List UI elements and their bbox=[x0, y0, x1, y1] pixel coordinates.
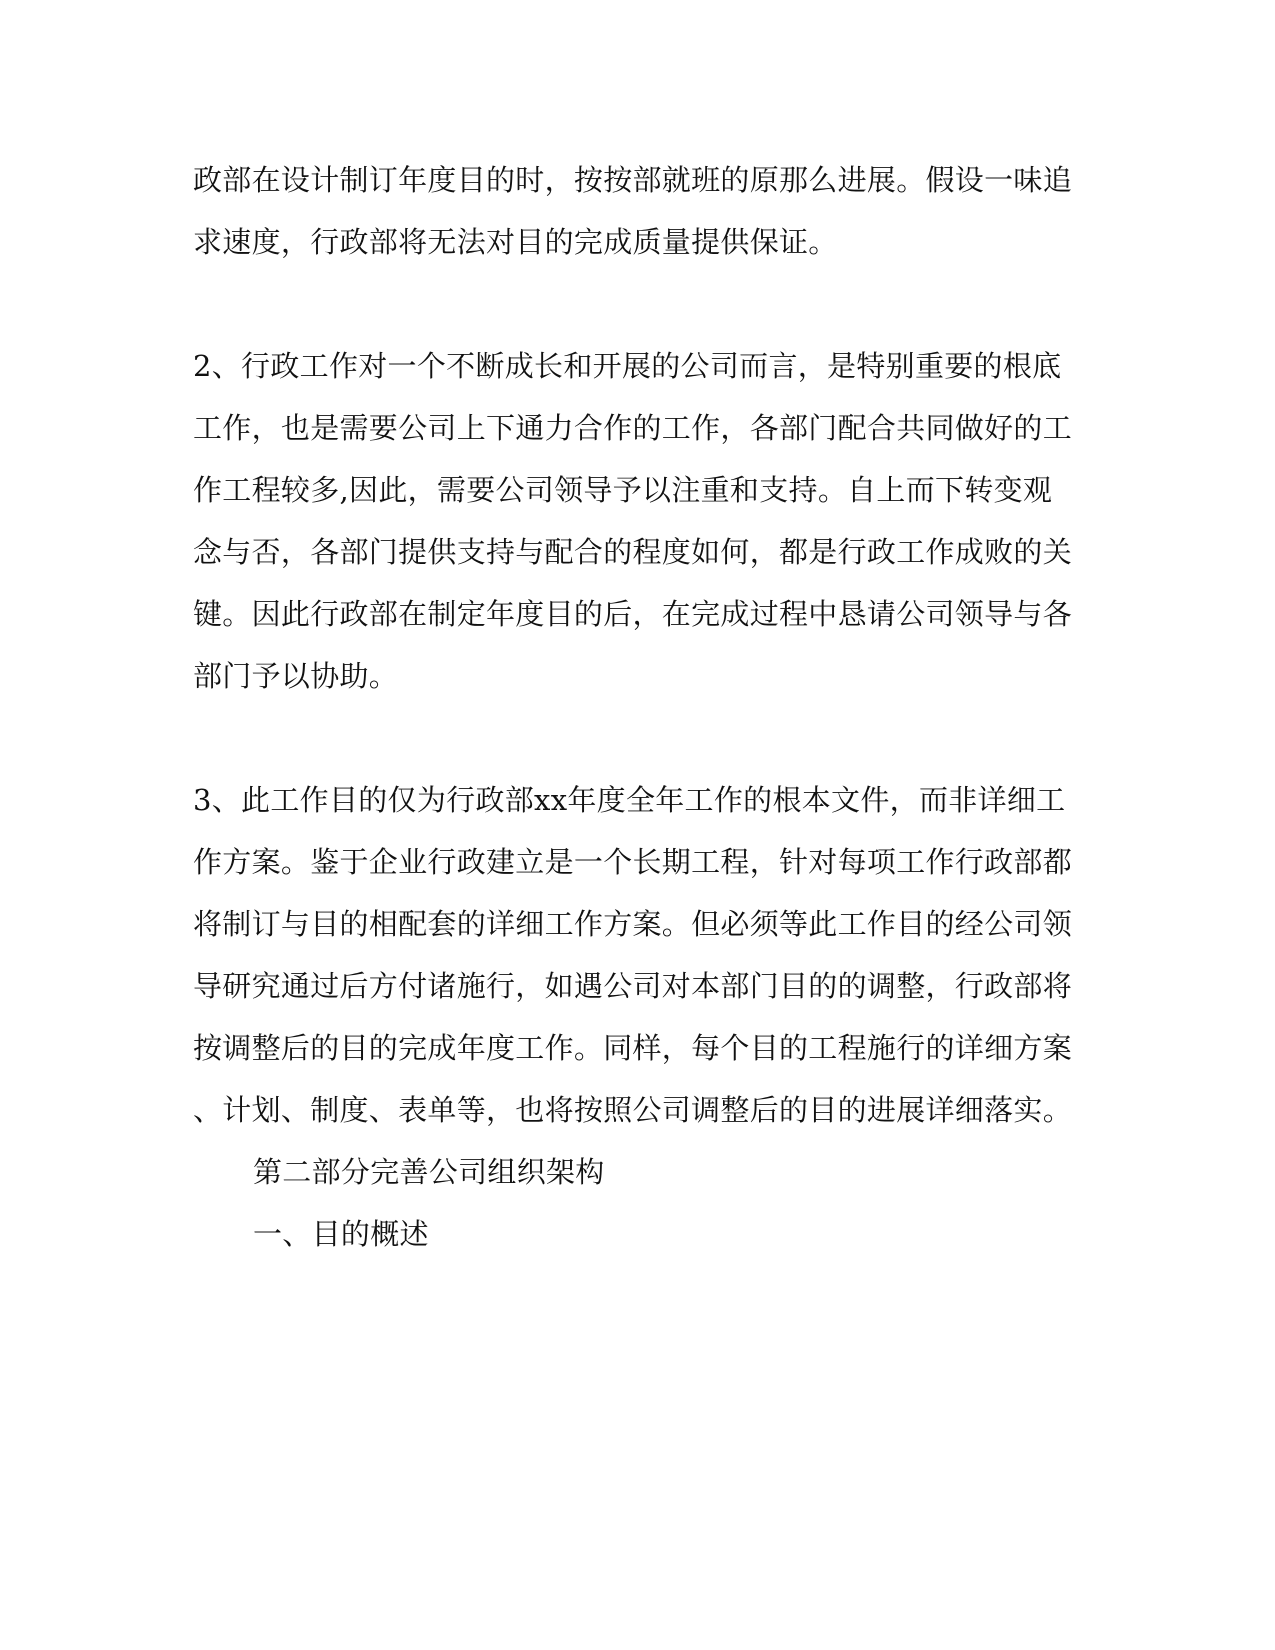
paragraph-3-line-2: 作方案。鉴于企业行政建立是一个长期工程，针对每项工作行政部都 bbox=[193, 845, 1073, 879]
paragraph-2-line-2: 工作，也是需要公司上下通力合作的工作，各部门配合共同做好的工 bbox=[193, 411, 1073, 445]
section-heading: 第二部分完善公司组织架构 bbox=[253, 1155, 605, 1189]
paragraph-3-line-1: 3、此工作目的仅为行政部xx年度全年工作的根本文件，而非详细工 bbox=[193, 783, 1066, 817]
paragraph-2-line-6: 部门予以协助。 bbox=[193, 659, 399, 693]
paragraph-1-line-1: 政部在设计制订年度目的时，按按部就班的原那么进展。假设一味追 bbox=[193, 163, 1073, 197]
subsection-heading: 一、目的概述 bbox=[253, 1217, 429, 1251]
paragraph-1-line-2: 求速度，行政部将无法对目的完成质量提供保证。 bbox=[193, 225, 838, 259]
paragraph-2-line-4: 念与否，各部门提供支持与配合的程度如何，都是行政工作成败的关 bbox=[193, 535, 1073, 569]
paragraph-3-line-4: 导研究通过后方付诸施行，如遇公司对本部门目的的调整，行政部将 bbox=[193, 969, 1073, 1003]
paragraph-2-line-1: 2、行政工作对一个不断成长和开展的公司而言，是特别重要的根底 bbox=[193, 349, 1062, 383]
paragraph-2-line-5: 键。因此行政部在制定年度目的后，在完成过程中恳请公司领导与各 bbox=[193, 597, 1073, 631]
paragraph-3-line-3: 将制订与目的相配套的详细工作方案。但必须等此工作目的经公司领 bbox=[193, 907, 1073, 941]
paragraph-3-line-6: 、计划、制度、表单等，也将按照公司调整后的目的进展详细落实。 bbox=[193, 1093, 1073, 1127]
paragraph-3-line-5: 按调整后的目的完成年度工作。同样，每个目的工程施行的详细方案 bbox=[193, 1031, 1073, 1065]
paragraph-2-line-3: 作工程较多,因此，需要公司领导予以注重和支持。自上而下转变观 bbox=[193, 473, 1053, 507]
